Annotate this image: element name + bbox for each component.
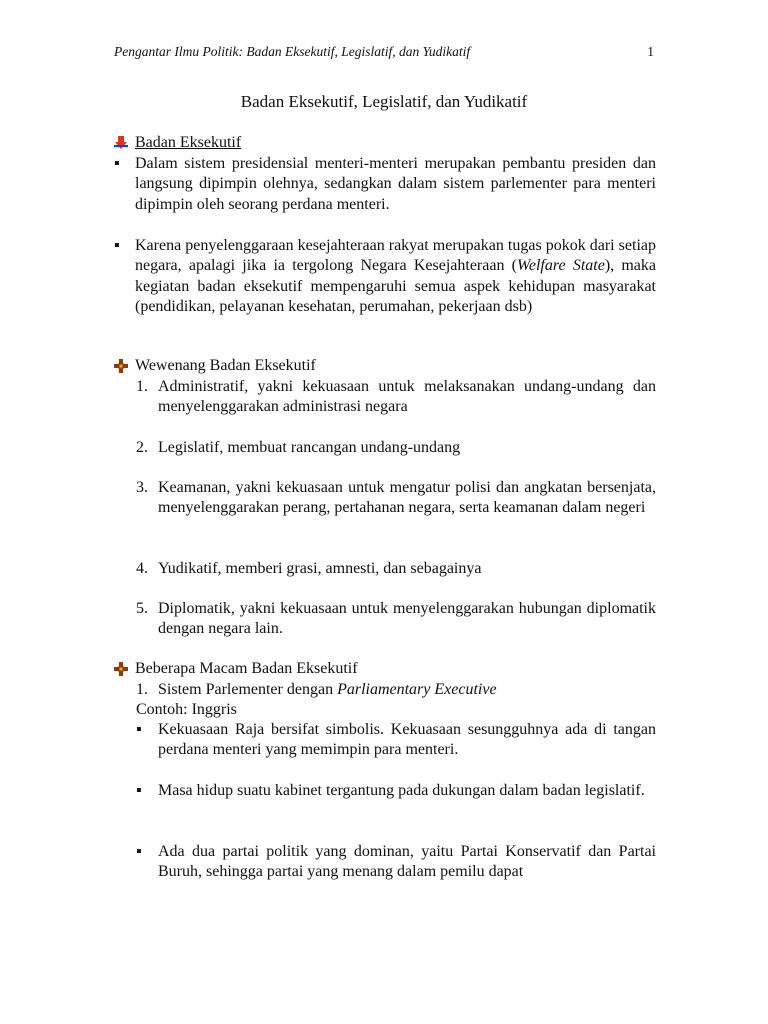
section-heading-label: Beberapa Macam Badan Eksekutif — [135, 660, 358, 677]
bullet-marker: ▪ — [136, 782, 142, 799]
arrow-down-icon — [114, 136, 128, 150]
list-item — [136, 377, 656, 418]
list-item — [136, 559, 656, 579]
page-number: 1 — [647, 44, 654, 59]
list-item-text: Administratif, yakni kekuasaan untuk melaksanakan undang-undang dan menyelenggarakan administrasi negara — [158, 378, 656, 416]
list-item — [136, 599, 656, 640]
list-item — [136, 781, 656, 801]
list-item-text: Ada dua partai politik yang dominan, yaitu Partai Konservatif dan Partai Buruh, sehingga partai yang menang dalam pemilu dapat — [158, 843, 656, 881]
list-item — [136, 478, 656, 519]
list-item — [136, 680, 656, 700]
bullet-marker: ▪ — [114, 237, 120, 254]
list-item — [114, 236, 656, 318]
bullet-marker: ▪ — [114, 155, 120, 172]
list-number: 1. — [136, 378, 148, 395]
section-heading-label: Badan Eksekutif — [135, 134, 242, 151]
list-item — [136, 720, 656, 761]
list-item-text: Yudikatif, memberi grasi, amnesti, dan sebagainya — [158, 560, 482, 577]
list-item — [136, 842, 656, 883]
list-item-text: Sistem Parlementer dengan Parliamentary Executive — [158, 681, 497, 698]
example-line: Contoh: Inggris — [136, 701, 237, 718]
list-number: 1. — [136, 681, 148, 698]
document-title: Badan Eksekutif, Legislatif, dan Yudikatif — [240, 92, 528, 111]
bullet-marker: ▪ — [136, 721, 142, 738]
section-heading-label: Wewenang Badan Eksekutif — [135, 357, 316, 374]
list-item-text: Legislatif, membuat rancangan undang-undang — [158, 439, 461, 456]
diamond-bullet-icon — [114, 662, 128, 676]
list-item-text: Dalam sistem presidensial menteri-menteri merupakan pembantu presiden dan langsung dipimpin olehnya, sedangkan dalam sistem parlementer para menteri dipimpin oleh seorang perdana menteri. — [135, 155, 656, 213]
diamond-bullet-icon — [114, 359, 128, 373]
list-item-text: Karena penyelenggaraan kesejahteraan rakyat merupakan tugas pokok dari setiap negara, apalagi jika ia tergolong Negara Kesejahteraan (Welfare State), maka kegiatan badan eksekutif mempengaruhi semua aspek kehidupan masyarakat (pendidikan, pelayanan kesehatan, perumahan, pekerjaan dsb) — [135, 237, 657, 316]
list-number: 3. — [136, 479, 148, 496]
list-number: 4. — [136, 560, 148, 577]
running-title: Pengantar Ilmu Politik: Badan Eksekutif, Legislatif, dan Yudikatif — [114, 44, 471, 59]
list-item-text: Keamanan, yakni kekuasaan untuk mengatur polisi dan angkatan bersenjata, menyelenggarakan perang, pertahanan negara, serta keamanan dalam negeri — [158, 479, 656, 517]
list-item-text: Masa hidup suatu kabinet tergantung pada dukungan dalam badan legislatif. — [158, 782, 645, 799]
list-number: 5. — [136, 600, 148, 617]
running-header — [114, 44, 656, 64]
list-item — [136, 438, 656, 458]
bullet-marker: ▪ — [136, 843, 142, 860]
list-item-text: Kekuasaan Raja bersifat simbolis. Kekuasaan sesungguhnya ada di tangan perdana menteri yang memimpin para menteri. — [158, 721, 656, 759]
list-number: 2. — [136, 439, 148, 456]
list-item — [114, 154, 656, 215]
list-item-text: Diplomatik, yakni kekuasaan untuk menyelenggarakan hubungan diplomatik dengan negara lain. — [158, 600, 656, 638]
